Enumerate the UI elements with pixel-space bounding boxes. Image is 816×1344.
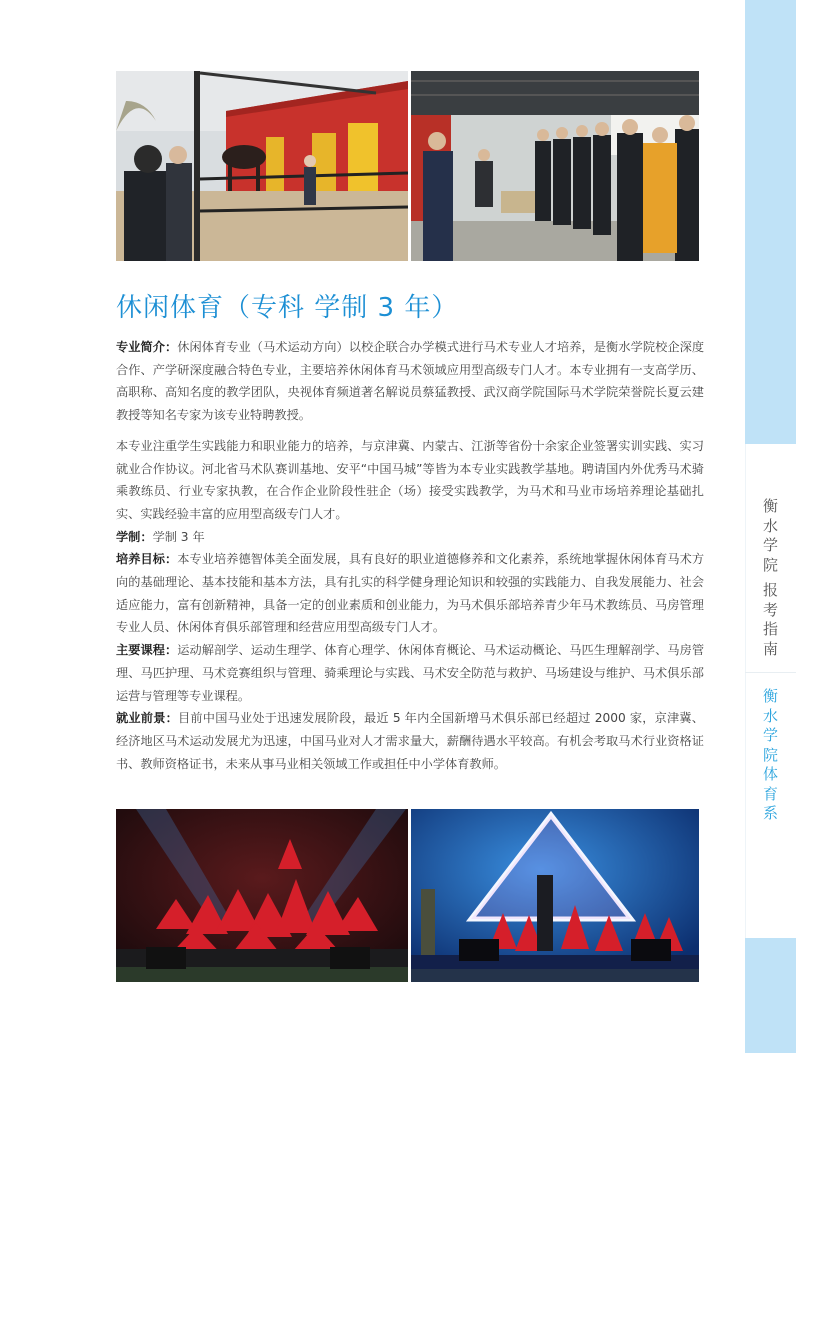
section-title: 休闲体育（专科 学制 3 年） [116, 293, 459, 323]
sidebar-char: 水 [762, 706, 778, 725]
duration-paragraph [116, 526, 704, 549]
sidebar-char: 系 [762, 804, 778, 822]
goal-text: 本专业培养德智体美全面发展，具有良好的职业道德修养和文化素养，系统地掌握休闲体育马术方向的基础理论、基本技能和基本方法，具有扎实的科学健身理论知识和较强的实践能力、自我发展能力、社会适应能力，富有创新精神，具备一定的创业素质和创业能力，为马术俱乐部培养青少年马术教练员、马房管理专业人员、休闲体育俱乐部管理和经营应用型高级专门人才。 [116, 552, 705, 635]
sidebar-divider [745, 672, 796, 673]
program-description [116, 336, 704, 775]
intro-paragraph [116, 336, 704, 427]
career-label: 就业前景： [116, 711, 178, 726]
career-text: 目前中国马业处于迅速发展阶段，最近 5 年内全国新增马术俱乐部已经超过 2000 家，京津冀、经济地区马术运动发展尤为迅速，中国马业对人才需求量大，薪酬待遇水平较高。有机会考取马术行业资格证书、教师资格证书，未来从事马业相关领域工作或担任中小学体育教师。 [116, 711, 704, 771]
courses-label: 主要课程： [116, 643, 178, 658]
sidebar-char: 指 [762, 620, 778, 638]
practice-paragraph [116, 435, 704, 526]
red-dress-dance-performance-photo [116, 809, 408, 982]
sidebar-char: 南 [762, 639, 778, 658]
courses-paragraph [116, 639, 704, 707]
sidebar-char: 衡 [762, 687, 778, 705]
horse-stable-photo [116, 71, 408, 261]
sidebar-bottom-band [745, 938, 796, 1053]
duration-label: 学制： [116, 529, 153, 544]
career-paragraph [116, 707, 704, 775]
courses-text: 运动解剖学、运动生理学、体育心理学、休闲体育概论、马术运动概论、马匹生理解剖学、马房管理、马匹护理、马术竞赛组织与管理、骑乘理论与实践、马术安全防范与救护、马场建设与维护、马术俱乐部运营与管理等专业课程。 [116, 643, 705, 703]
sidebar-char: 水 [762, 516, 778, 535]
sidebar-char: 学 [762, 536, 778, 554]
students-in-pavilion-photo [411, 71, 699, 261]
sidebar-char: 衡 [762, 497, 778, 515]
intro-label: 专业简介： [116, 340, 178, 354]
sidebar-department [745, 687, 796, 824]
stage-dance-performance-photo [411, 809, 699, 982]
sidebar-char: 院 [762, 745, 778, 764]
sidebar-char: 育 [762, 784, 778, 803]
intro-text: 休闲体育专业（马术运动方向）以校企联合办学模式进行马术专业人才培养，是衡水学院校企深度合作、产学研深度融合特色专业，主要培养休闲体育马术领域应用型高级专门人才。本专业拥有一支高学历、高职称、高知名度的教学团队，央视体育频道著名解说员蔡猛教授、武汉商学院国际马术学院荣誉院长夏云建教授等知名专家为该专业特聘教授。 [116, 340, 705, 423]
duration-text: 学制 3 年 [152, 529, 205, 544]
sidebar-char: 院 [762, 555, 778, 574]
sidebar-school-guide [745, 497, 796, 659]
sidebar-char: 体 [762, 765, 778, 783]
goal-paragraph [116, 548, 704, 639]
sidebar-char: 考 [762, 600, 778, 619]
practice-text: 本专业注重学生实践能力和职业能力的培养，与京津冀、内蒙古、江浙等省份十余家企业签署实训实践、实习就业合作协议。河北省马术队赛训基地、安平“中国马城”等皆为本专业实践教学基地。聘请国内外优秀马术骑乘教练员、行业专家执教，在合作企业阶段性驻企（场）接受实践教学，为马术和马业市场培养理论基础扎实、实践经验丰富的应用型高级专门人才。 [116, 438, 704, 521]
sidebar-top-band [745, 0, 796, 444]
goal-label: 培养目标： [116, 552, 178, 567]
sidebar-char: 学 [762, 726, 778, 744]
sidebar-char: 报 [762, 581, 778, 599]
